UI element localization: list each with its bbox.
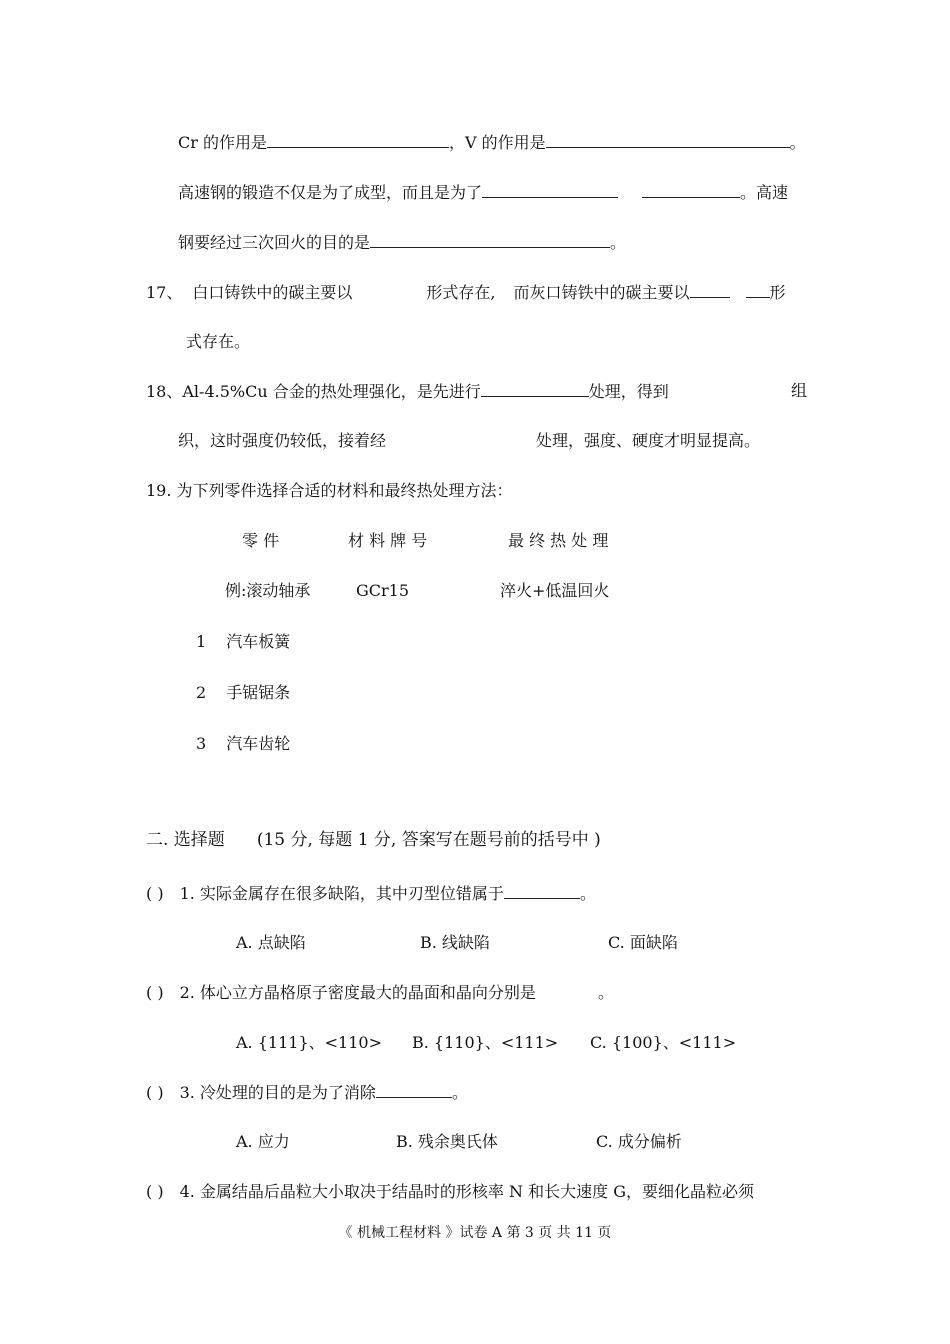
section2-title: 二. 选择题 xyxy=(146,830,225,850)
q18-text-c: 组 xyxy=(791,381,808,400)
q19-example-part: 例:滚动轴承 xyxy=(225,581,311,600)
q18-text-line2b: 处理，强度、硬度才明显提高。 xyxy=(536,431,761,450)
q19-header-treatment: 最 终 热 处 理 xyxy=(508,531,609,550)
q16-line1 xyxy=(178,131,806,154)
answer-blank[interactable] xyxy=(370,231,610,248)
q17-number: 17、 xyxy=(146,283,183,302)
answer-blank[interactable] xyxy=(482,181,618,198)
answer-blank[interactable] xyxy=(376,1081,452,1098)
q16-tempering-text: 钢要经过三次回火的目的是 xyxy=(178,233,371,252)
q19-title xyxy=(146,480,513,502)
q18-line1-end xyxy=(791,380,807,402)
q19-header-part: 零 件 xyxy=(242,531,280,550)
mc-stem: 4. 金属结晶后晶粒大小取决于结晶时的形核率 N 和长大速度 G，要细化晶粒必须 xyxy=(179,1182,754,1201)
q19-item-name: 手锯锯条 xyxy=(226,683,291,702)
answer-blank[interactable] xyxy=(504,882,580,899)
mc-stem: 2. 体心立方晶格原子密度最大的晶面和晶向分别是 xyxy=(179,983,536,1002)
q19-item-1 xyxy=(196,631,290,653)
q18-line2 xyxy=(178,430,760,452)
punctuation: 。 xyxy=(597,983,614,1002)
q19-item-number: 3 xyxy=(196,734,207,753)
mc-question-2 xyxy=(146,982,614,1004)
mc-stem: 3. 冷处理的目的是为了消除 xyxy=(179,1083,376,1102)
mc-question-4 xyxy=(146,1181,754,1203)
mc1-option-c: C. 面缺陷 xyxy=(608,933,678,952)
q17-text-a: 白口铸铁中的碳主要以 xyxy=(192,283,353,302)
q17-line1 xyxy=(146,281,786,304)
answer-paren[interactable]: ( ) xyxy=(146,983,164,1002)
punctuation: 。 xyxy=(789,133,806,152)
q16-line3 xyxy=(178,231,626,254)
q19-item-name: 汽车齿轮 xyxy=(226,734,291,753)
q17-text-line2: 式存在。 xyxy=(186,332,251,351)
punctuation: 。 xyxy=(579,884,596,903)
answer-paren[interactable]: ( ) xyxy=(146,884,164,903)
section2-heading xyxy=(146,829,601,851)
q17-text-d: 形 xyxy=(769,283,786,302)
answer-blank[interactable] xyxy=(642,181,740,198)
q19-example-treatment: 淬火+低温回火 xyxy=(500,581,610,600)
mc3-option-b: B. 残余奥氏体 xyxy=(396,1132,498,1151)
q16-forging-text: 高速钢的锻造不仅是为了成型，而且是为了 xyxy=(178,183,483,202)
q19-item-3 xyxy=(196,733,290,755)
punctuation: 。 xyxy=(610,233,627,252)
mc3-option-a: A. 应力 xyxy=(236,1132,290,1151)
q19-example-material: GCr15 xyxy=(356,581,410,600)
answer-blank[interactable] xyxy=(746,281,770,298)
q18-text-line2a: 织，这时强度仍较低，接着经 xyxy=(178,431,387,450)
mc-question-1 xyxy=(146,882,596,905)
q19-header-material: 材 料 牌 号 xyxy=(348,531,428,550)
answer-paren[interactable]: ( ) xyxy=(146,1083,164,1102)
mc2-option-b: B. {110}、<111> xyxy=(412,1033,559,1052)
answer-paren[interactable]: ( ) xyxy=(146,1182,164,1201)
answer-blank[interactable] xyxy=(267,131,449,148)
q17-text-c: 而灰口铸铁中的碳主要以 xyxy=(513,283,690,302)
section2-note: (15 分, 每题 1 分, 答案写在题号前的括号中 ) xyxy=(256,830,601,850)
q18-line1 xyxy=(146,380,669,403)
q18-text-a: 18、Al-4.5%Cu 合金的热处理强化，是先进行 xyxy=(146,382,481,401)
mc-question-3 xyxy=(146,1081,468,1104)
page-footer xyxy=(0,1222,950,1244)
mc3-option-c: C. 成分偏析 xyxy=(596,1132,682,1151)
q19-item-number: 1 xyxy=(196,632,207,651)
footer-text: 《 机械工程材料 》试卷 A 第 3 页 共 11 页 xyxy=(338,1225,612,1241)
mc2-option-a: A. {111}、<110> xyxy=(236,1033,382,1052)
q16-cr-text: Cr 的作用是 xyxy=(178,133,267,152)
answer-blank[interactable] xyxy=(690,281,730,298)
q16-v-text: ，V 的作用是 xyxy=(448,133,546,152)
q18-text-b: 处理，得到 xyxy=(588,382,669,401)
q19-item-number: 2 xyxy=(196,683,207,702)
punctuation: 。 xyxy=(451,1083,468,1102)
answer-blank[interactable] xyxy=(546,131,790,148)
q19-item-name: 汽车板簧 xyxy=(226,632,291,651)
mc-stem: 1. 实际金属存在很多缺陷，其中刃型位错属于 xyxy=(179,884,504,903)
q19-title-text: 19. 为下列零件选择合适的材料和最终热处理方法： xyxy=(146,481,513,500)
mc1-option-b: B. 线缺陷 xyxy=(420,933,490,952)
mc1-option-a: A. 点缺陷 xyxy=(236,933,306,952)
q19-item-2 xyxy=(196,682,290,704)
q17-text-b: 形式存在, xyxy=(426,283,496,302)
q17-line2 xyxy=(186,331,250,353)
q16-highspeed-text: 。高速 xyxy=(740,183,789,202)
q16-line2 xyxy=(178,181,788,204)
mc2-option-c: C. {100}、<111> xyxy=(590,1033,737,1052)
answer-blank[interactable] xyxy=(481,380,589,397)
